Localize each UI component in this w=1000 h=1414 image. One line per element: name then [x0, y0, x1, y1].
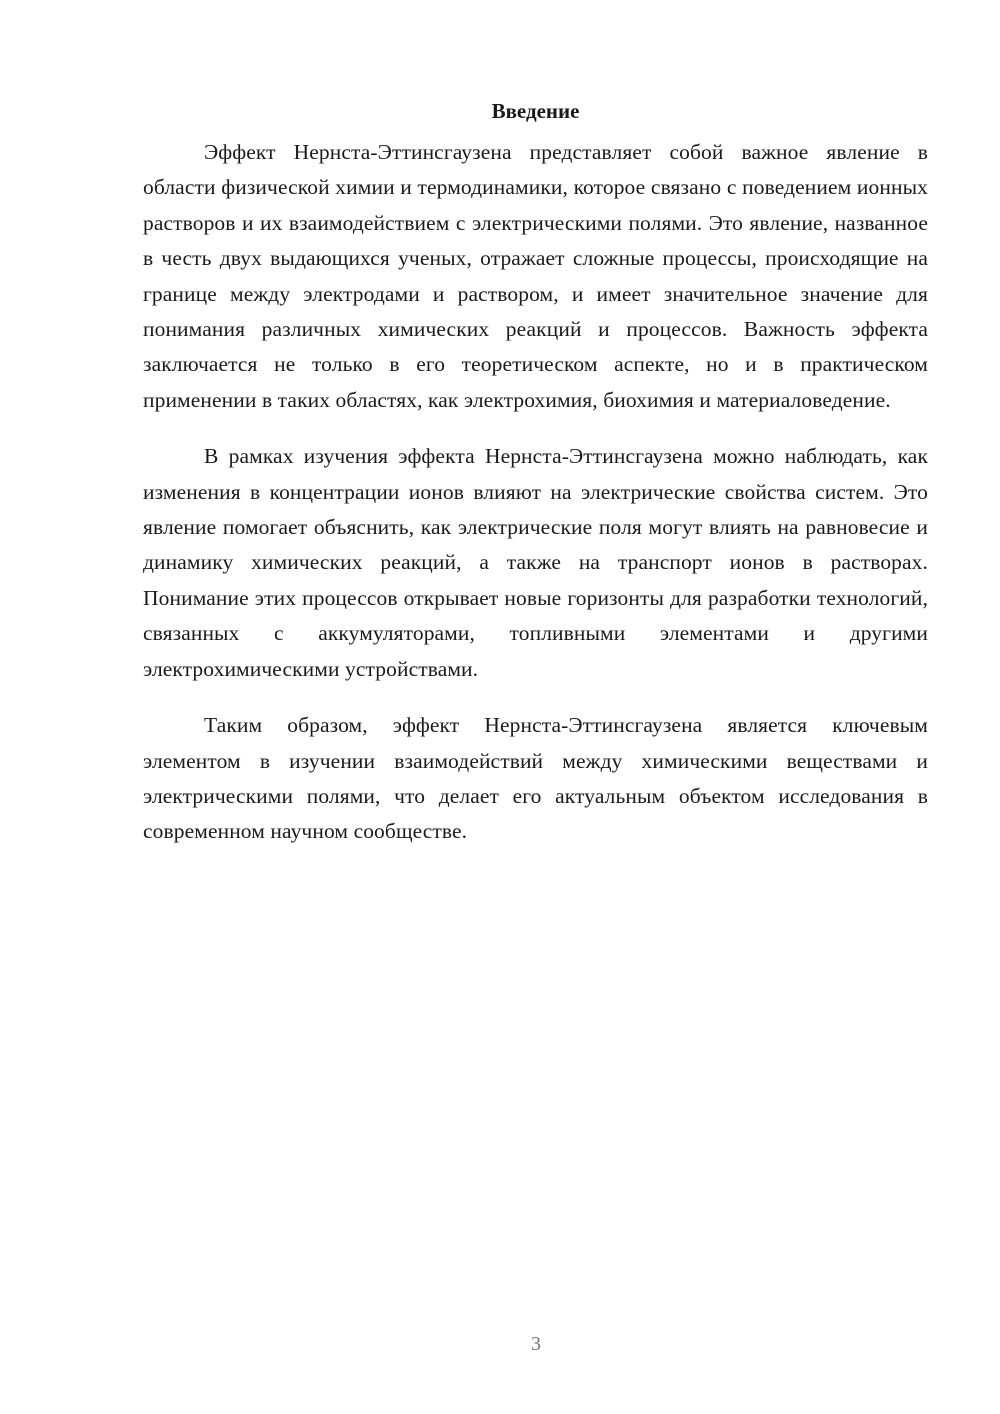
section-heading: Введение — [491, 99, 580, 123]
paragraph-3: Таким образом, эффект Нернста-Эттинсгаузена является ключевым элементом в изучении взаимодействий между химическими веществами и электрическими полями, что делает его актуальным объектом исследования в современном научном сообществе. — [143, 713, 928, 844]
page-content — [143, 93, 928, 871]
page-number: 3 — [531, 1333, 541, 1355]
paragraph-2: В рамках изучения эффекта Нернста-Эттинсгаузена можно наблюдать, как изменения в концентрации ионов влияют на электрические свойства систем. Это явление помогает объяснить, как электрические поля могут влиять на равновесие и динамику химических реакций, а также на транспорт ионов в растворах. Понимание этих процессов открывает новые горизонты для разработки технологий, связанных с аккумуляторами, топливными элементами и другими электрохимическими устройствами. — [143, 444, 928, 681]
paragraph-1: Эффект Нернста-Эттинсгаузена представляет собой важное явление в области физической химии и термодинамики, которое связано с поведением ионных растворов и их взаимодействием с электрическими полями. Это явление, названное в честь двух выдающихся ученых, отражает сложные процессы, происходящие на границе между электродами и раствором, и имеет значительное значение для понимания различных химических реакций и процессов. Важность эффекта заключается не только в его теоретическом аспекте, но и в практическом применении в таких областях, как электрохимия, биохимия и материаловедение. — [143, 140, 928, 412]
